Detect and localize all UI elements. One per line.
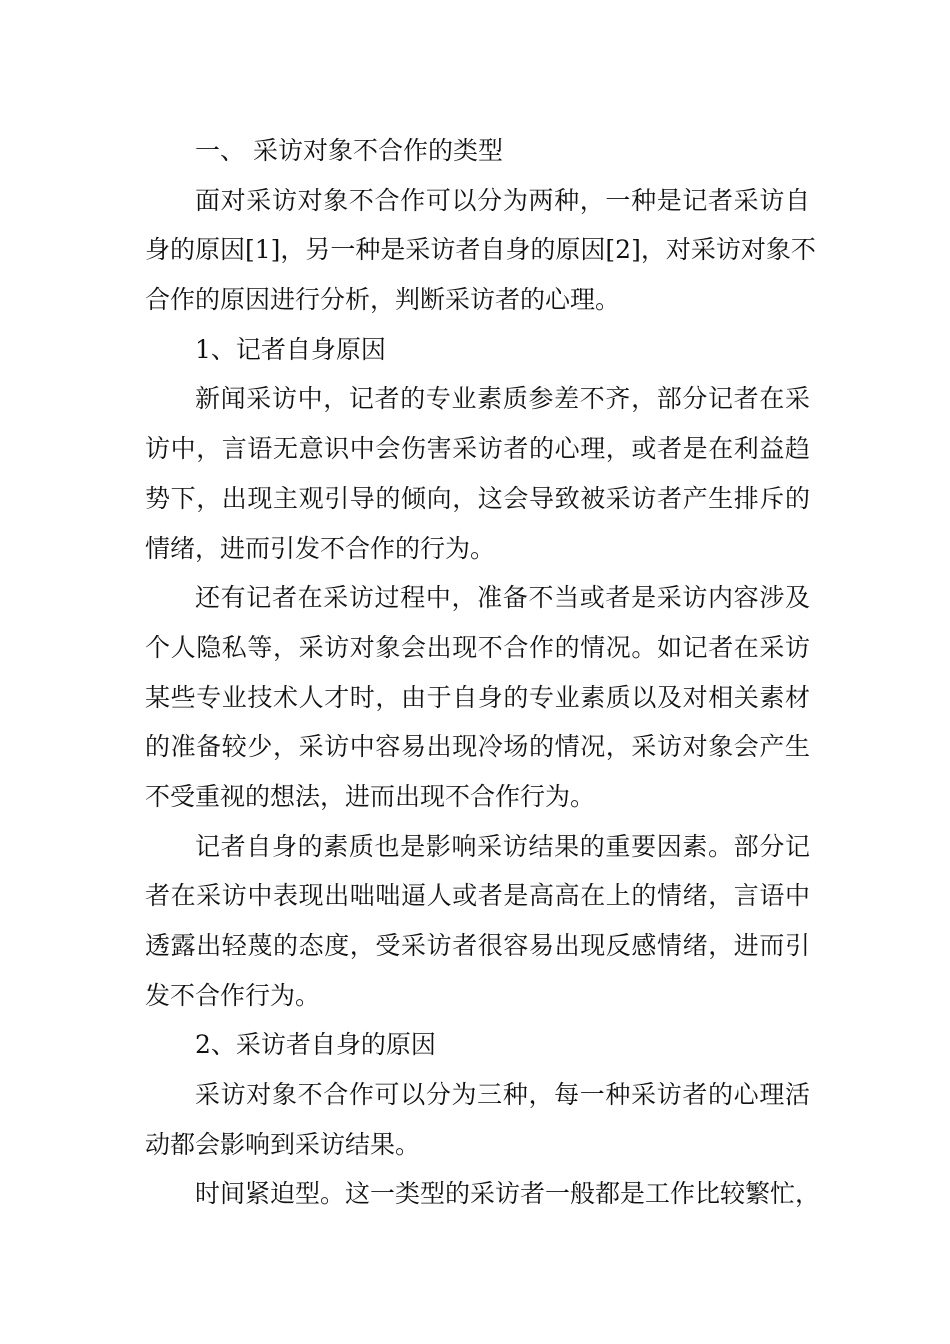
paragraph-line: 身的原因[1]，另一种是采访者自身的原因[2]，对采访对象不 — [145, 235, 816, 265]
paragraph-line: 势下，出现主观引导的倾向，这会导致被采访者产生排斥的 — [145, 483, 810, 513]
paragraph-line: 记者自身的素质也是影响采访结果的重要因素。部分记 — [195, 831, 810, 861]
paragraph-line: 某些专业技术人才时，由于自身的专业素质以及对相关素材 — [145, 682, 810, 712]
paragraph-line: 透露出轻蔑的态度，受采访者很容易出现反感情绪，进而引 — [145, 931, 810, 960]
document-body — [145, 126, 821, 1219]
paragraph-line: 时间紧迫型。这一类型的采访者一般都是工作比较繁忙， — [195, 1179, 821, 1209]
subheading-reporter-reasons: 1、记者自身原因 — [195, 334, 386, 364]
paragraph-line: 不受重视的想法，进而出现不合作行为。 — [145, 781, 596, 811]
paragraph-line: 动都会影响到采访结果。 — [145, 1129, 421, 1159]
paragraph-line: 合作的原因进行分析，判断采访者的心理。 — [145, 285, 621, 315]
paragraph-line: 新闻采访中，记者的专业素质参差不齐，部分记者在采 — [195, 384, 810, 414]
paragraph-line: 访中，言语无意识中会伤害采访者的心理，或者是在利益趋 — [145, 434, 810, 464]
paragraph-line: 个人隐私等，采访对象会出现不合作的情况。如记者在采访 — [145, 632, 810, 662]
paragraph-line: 还有记者在采访过程中，准备不当或者是采访内容涉及 — [195, 583, 810, 613]
paragraph-line: 面对采访对象不合作可以分为两种，一种是记者采访自 — [195, 185, 810, 215]
section-heading-types: 一、 采访对象不合作的类型 — [195, 136, 503, 165]
paragraph-line: 的准备较少，采访中容易出现冷场的情况，采访对象会产生 — [145, 732, 810, 762]
paragraph-line: 采访对象不合作可以分为三种，每一种采访者的心理活 — [195, 1080, 810, 1110]
paragraph-line: 者在采访中表现出咄咄逼人或者是高高在上的情绪，言语中 — [145, 881, 810, 911]
subheading-interviewee-reasons: 2、采访者自身的原因 — [195, 1030, 436, 1060]
paragraph-line: 情绪，进而引发不合作的行为。 — [145, 533, 496, 563]
paragraph-line: 发不合作行为。 — [145, 980, 321, 1010]
